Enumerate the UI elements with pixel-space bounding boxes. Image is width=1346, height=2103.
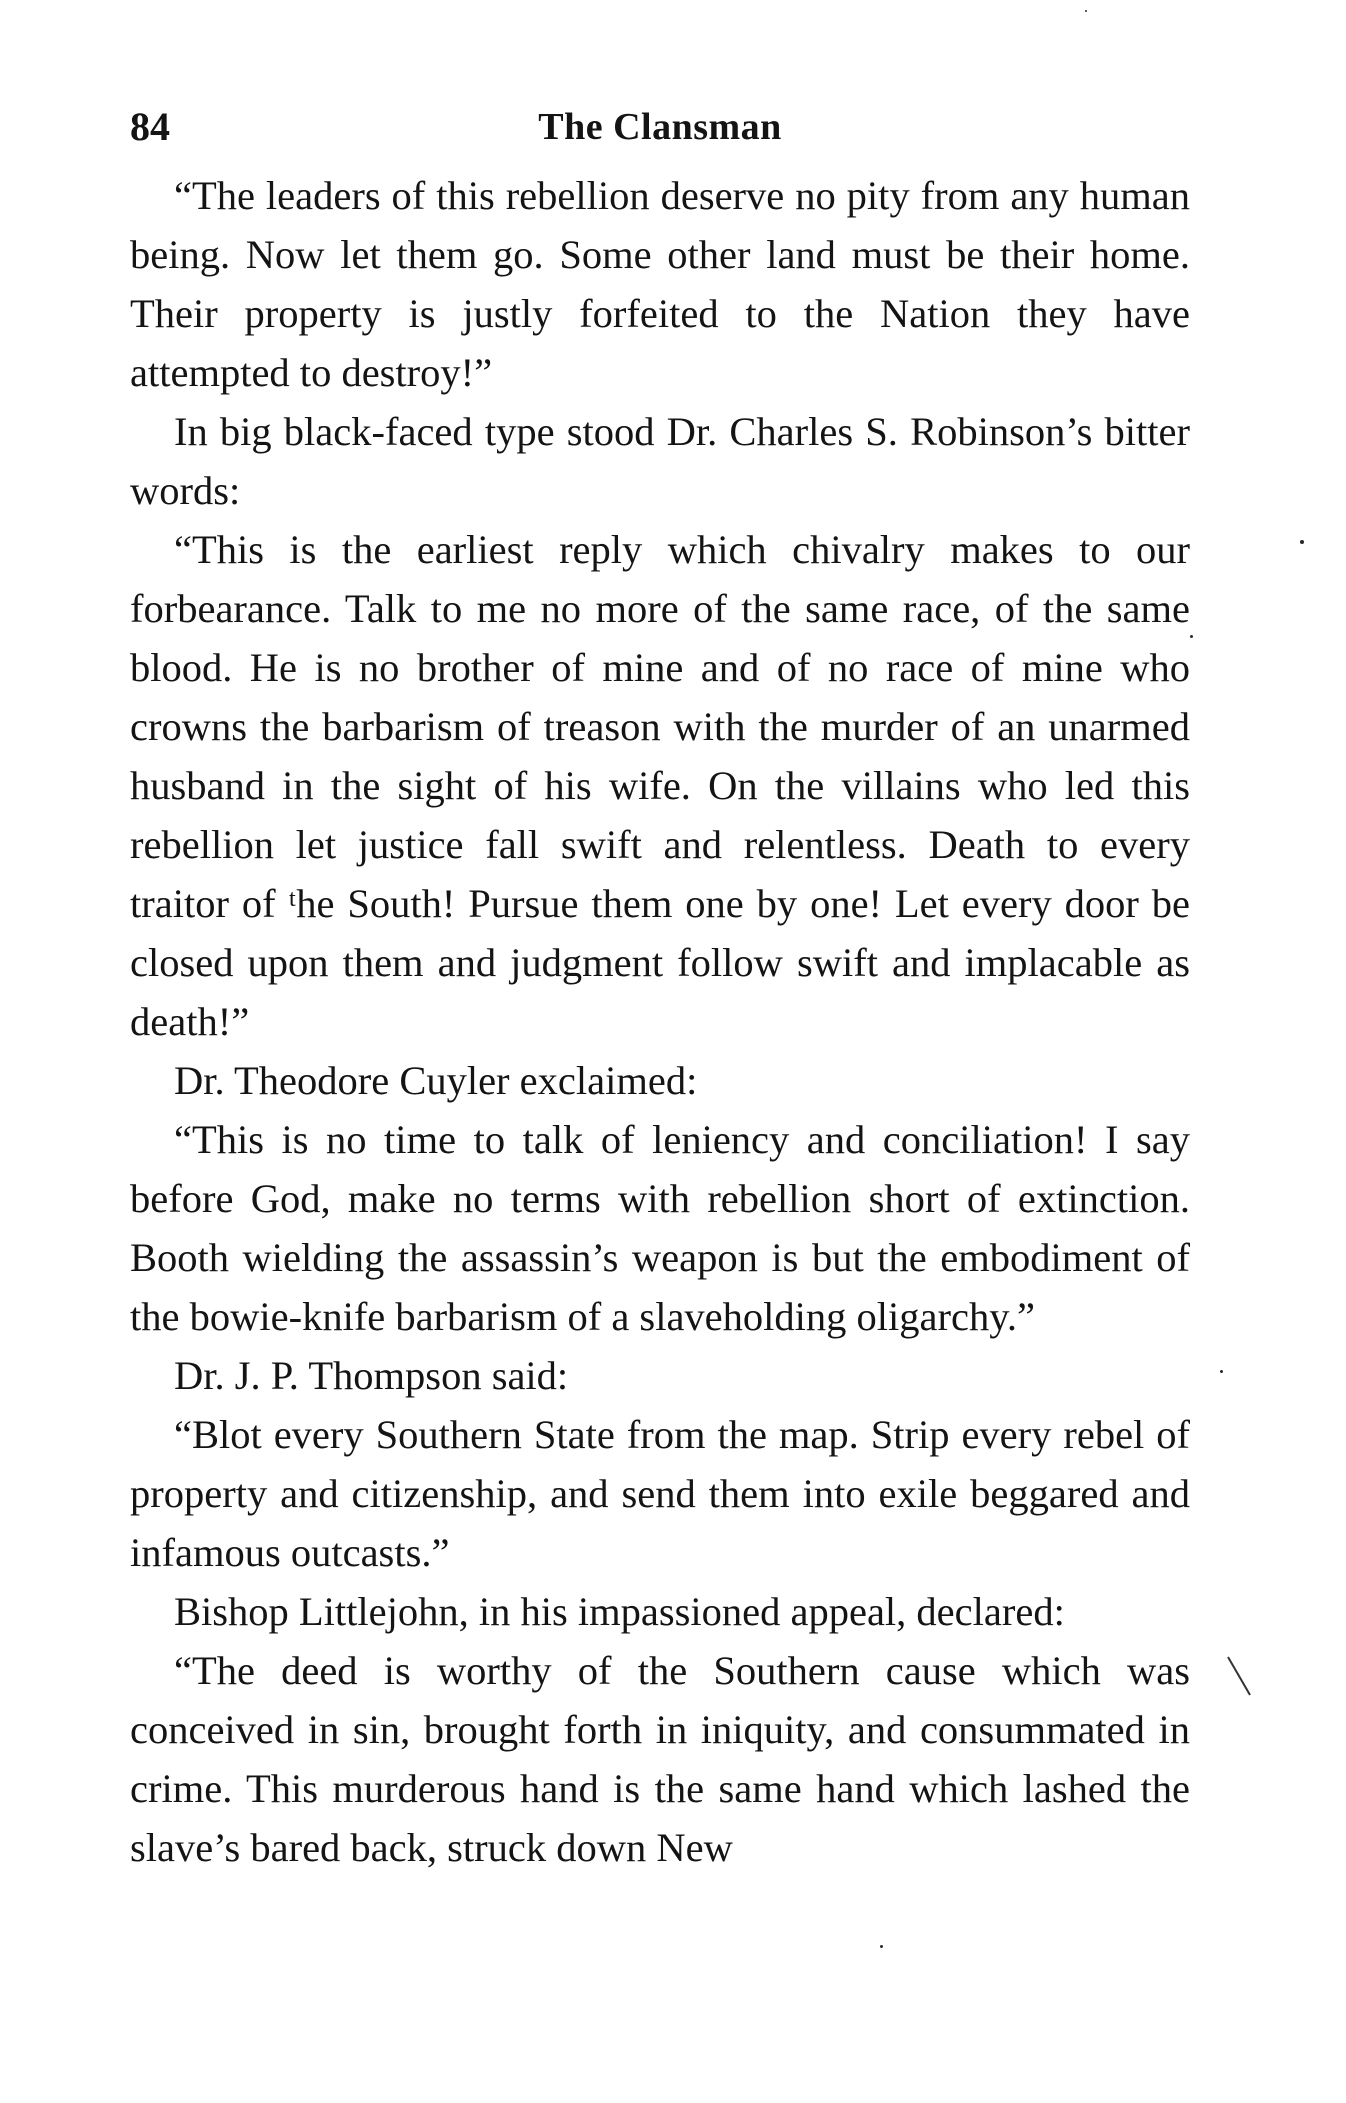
page-header — [130, 102, 1190, 152]
stray-pen-mark — [1227, 1656, 1251, 1695]
scan-speck — [1085, 10, 1087, 12]
scan-speck — [1300, 540, 1304, 544]
body-text — [130, 166, 1190, 1877]
paragraph-quote-leaders: “The leaders of this rebellion deserve no pity from any human being. Now let them go. Some other land must be their home. Their property is justly forfeited to the Nation they have attempted to destroy!” — [130, 173, 1190, 395]
paragraph-cuyler-intro: Dr. Theodore Cuyler exclaimed: — [174, 1058, 698, 1103]
running-title: The Clansman — [538, 106, 782, 148]
paragraph-thompson-intro: Dr. J. P. Thompson said: — [174, 1353, 569, 1398]
paragraph-robinson-intro: In big black-faced type stood Dr. Charles S. Robinson’s bitter words: — [130, 409, 1190, 513]
page-number: 84 — [130, 104, 170, 149]
scan-speck — [880, 1945, 883, 1948]
paragraph-quote-cuyler: “This is no time to talk of leniency and conciliation! I say before God, make no terms with rebellion short of extinction. Booth wielding the assassin’s weapon is but the embodiment of the bowie-knife barbarism of a slaveholding oligarchy.” — [130, 1117, 1190, 1339]
scan-speck — [1190, 635, 1193, 638]
paragraph-littlejohn-intro: Bishop Littlejohn, in his impassioned appeal, declared: — [174, 1589, 1065, 1634]
paragraph-quote-thompson: “Blot every Southern State from the map. Strip every rebel of property and citizenship, and send them into exile beggared and infamous outcasts.” — [130, 1412, 1190, 1575]
paragraph-quote-littlejohn: “The deed is worthy of the Southern cause which was conceived in sin, brought forth in iniquity, and consummated in crime. This murderous hand is the same hand which lashed the slave’s bared back, struck down New — [130, 1648, 1190, 1870]
scan-speck — [1220, 1370, 1223, 1373]
paragraph-quote-robinson: “This is the earliest reply which chivalry makes to our forbearance. Talk to me no more of the same race, of the same blood. He is no brother of mine and of no race of mine who crowns the barbarism of treason with the murder of an unarmed husband in the sight of his wife. On the villains who led this rebellion let justice fall swift and relentless. Death to every traitor of ᵗhe South! Pursue them one by one! Let every door be closed upon them and judgment follow swift and implacable as death!” — [130, 527, 1190, 1044]
